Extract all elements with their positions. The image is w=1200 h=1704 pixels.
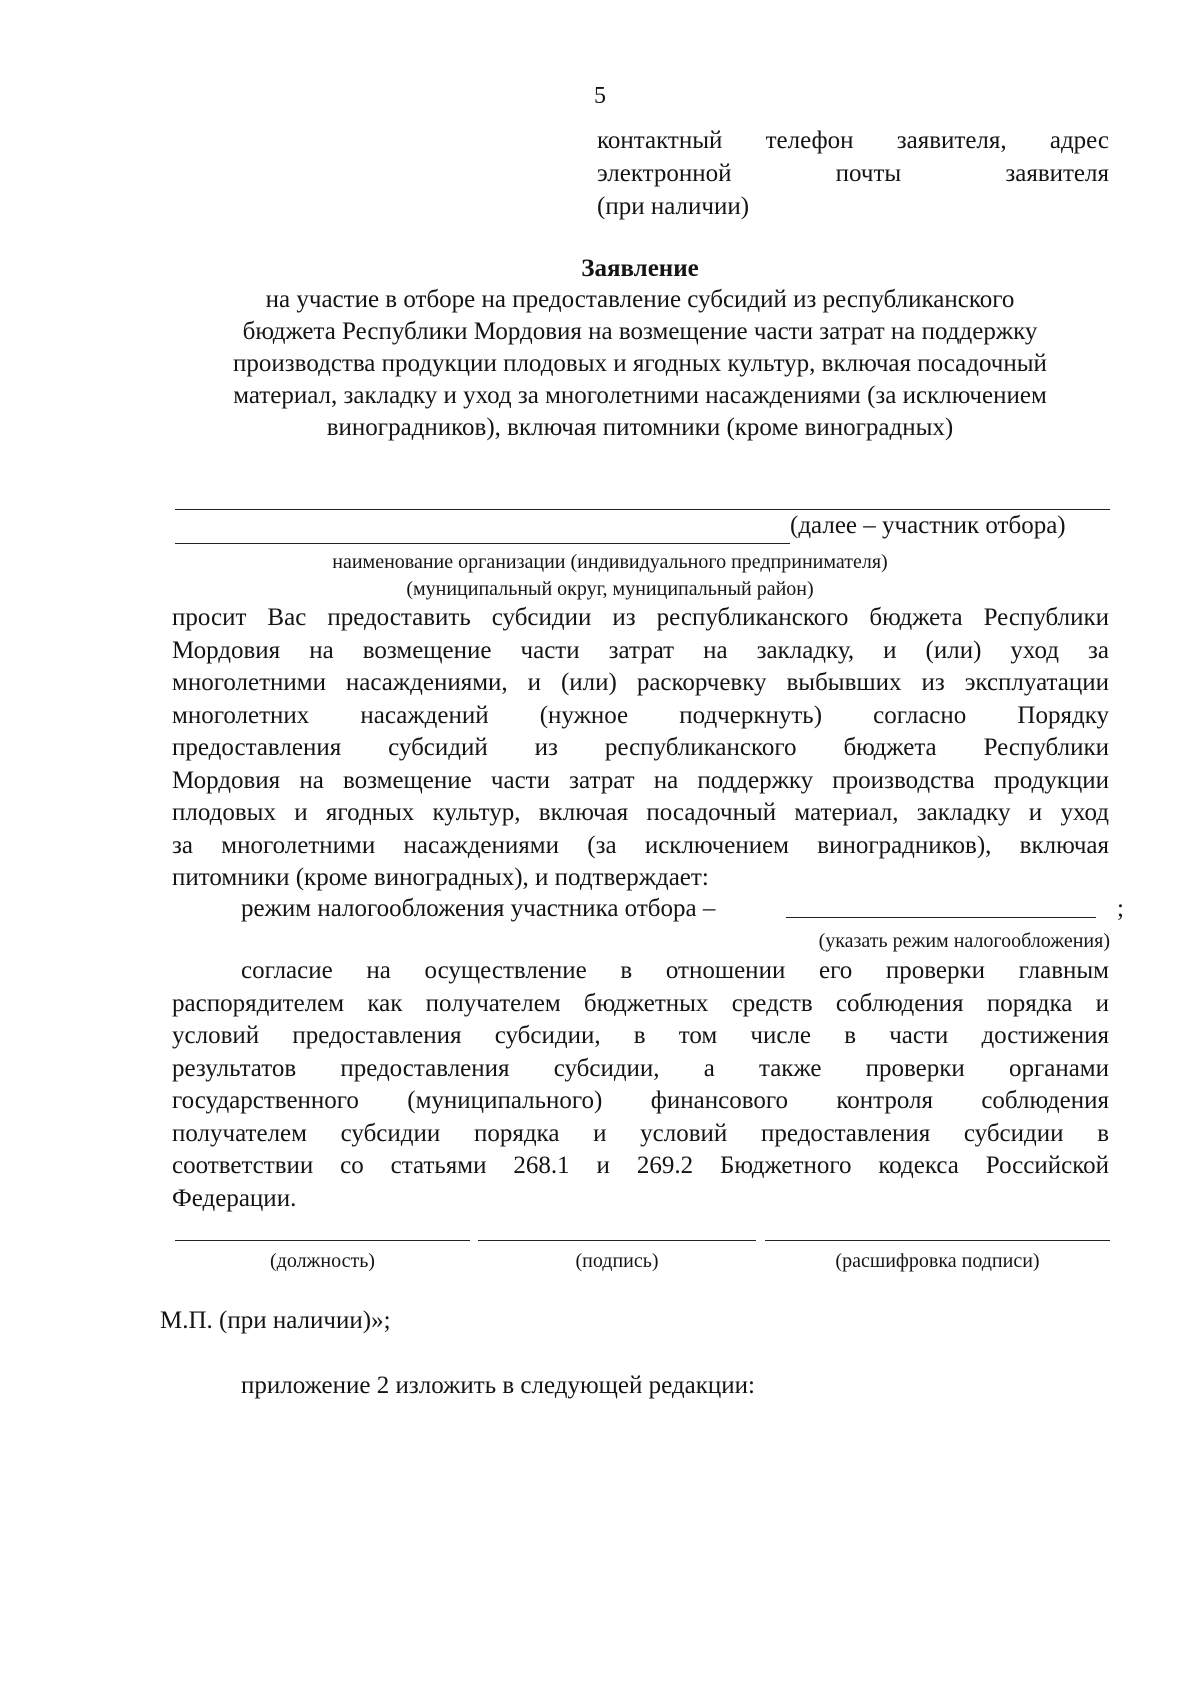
tax-regime-semicolon: ; [1117,895,1124,922]
signature-decoding-caption: (расшифровка подписи) [835,1250,1040,1272]
paragraph-line: государственного (муниципального) финансового контроля соблюдения [172,1087,1109,1114]
page-number: 5 [594,83,606,109]
paragraph-line: соответствии со статьями 268.1 и 269.2 Бюджетного кодекса Российской [172,1152,1109,1179]
contact-line: электронной почты заявителя [597,160,1109,187]
subtitle-line: бюджета Республики Мордовия на возмещение части затрат на поддержку [242,318,1038,345]
contact-line: контактный телефон заявителя, адрес [597,127,1109,154]
signature-decoding-field-line [765,1240,1110,1241]
organization-caption: наименование организации (индивидуального предпринимателя) [332,551,888,573]
tax-regime-field-line [786,917,1096,918]
position-field-line [175,1240,470,1241]
paragraph-line: плодовых и ягодных культур, включая посадочный материал, закладку и уход [172,799,1109,826]
signature-caption: (подпись) [575,1250,659,1272]
paragraph-line: многолетними насаждениями, и (или) раскорчевку выбывших из эксплуатации [172,669,1109,696]
paragraph-line: многолетних насаждений (нужное подчеркнуть) согласно Порядку [172,701,1109,729]
participant-note: (далее – участник отбора) [790,512,1066,539]
paragraph-line: Мордовия на возмещение части затрат на закладку, и (или) уход за [172,636,1109,664]
tax-regime-hint: (указать режим налогообложения) [818,930,1110,952]
paragraph-line: получателем субсидии порядка и условий предоставления субсидии в [172,1119,1109,1147]
position-caption: (должность) [270,1250,375,1272]
annex-instruction: приложение 2 изложить в следующей редакции: [241,1372,755,1399]
subtitle-line: виноградников), включая питомники (кроме виноградных) [326,414,954,441]
district-caption: (муниципальный округ, муниципальный район) [406,578,814,600]
paragraph-line: предоставления субсидий из республиканского бюджета Республики [172,734,1109,761]
tax-regime-label: режим налогообложения участника отбора – [241,895,716,922]
applicant-contact-block [597,124,1109,223]
subtitle-line: материал, закладку и уход за многолетними насаждениями (за исключением [233,382,1047,409]
paragraph-line: за многолетними насаждениями (за исключением виноградников), включая [172,831,1109,859]
paragraph-line: согласие на осуществление в отношении его проверки главным [241,957,1109,984]
contact-line: (при наличии) [597,193,750,220]
subtitle-line: на участие в отборе на предоставление субсидий из республиканского [265,286,1015,313]
paragraph-line: Мордовия на возмещение части затрат на поддержку производства продукции [172,766,1109,794]
paragraph-line: просит Вас предоставить субсидии из республиканского бюджета Республики [172,604,1109,631]
request-paragraph [172,602,1109,895]
signature-field-line [478,1240,756,1241]
consent-paragraph [172,955,1109,1215]
paragraph-line: питомники (кроме виноградных), и подтверждает: [172,864,709,891]
stamp-note: М.П. (при наличии)»; [160,1307,391,1334]
paragraph-line: условий предоставления субсидии, в том числе в части достижения [172,1022,1109,1049]
paragraph-line: результатов предоставления субсидии, а также проверки органами [172,1054,1109,1082]
document-title: Заявление [581,255,699,282]
document-subtitle [160,284,1120,444]
subtitle-line: производства продукции плодовых и ягодных культур, включая посадочный [233,350,1047,377]
organization-name-field-line-2 [175,543,790,544]
paragraph-line: Федерации. [172,1184,297,1212]
paragraph-line: распорядителем как получателем бюджетных средств соблюдения порядка и [172,989,1109,1017]
